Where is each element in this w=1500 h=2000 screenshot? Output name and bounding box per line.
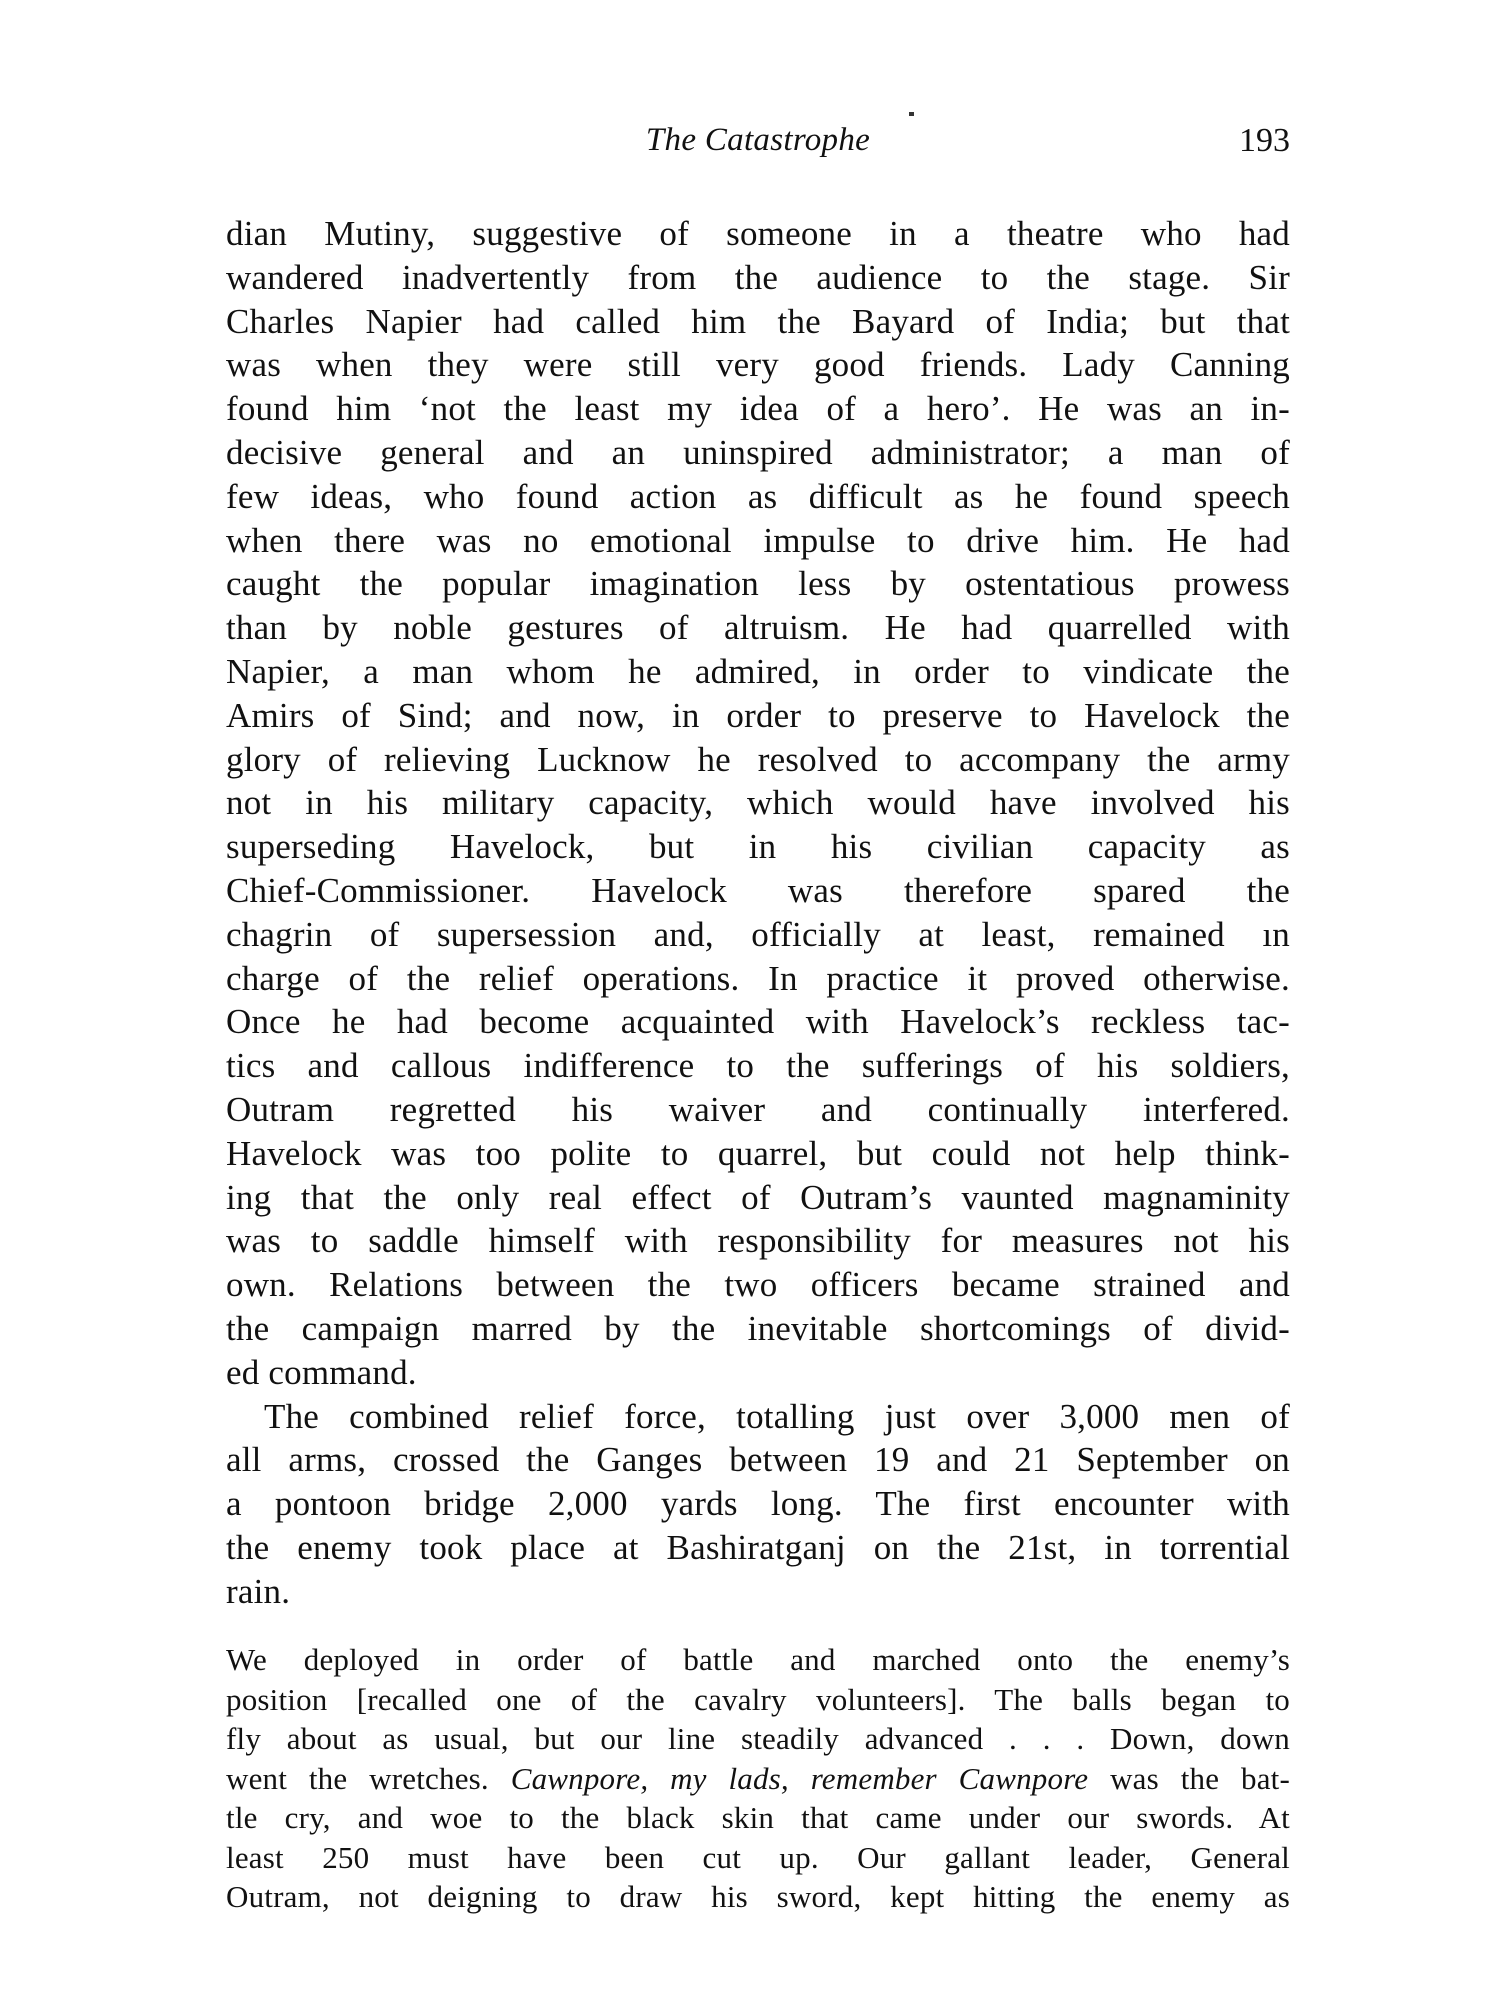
quote-italic-cry: Cawnpore, my lads, remember Cawnpore xyxy=(510,1760,1089,1796)
text-line: found him ‘not the least my idea of a hero’. He was an in- xyxy=(226,389,1290,429)
quote-line: We deployed in order of battle and marched onto the enemy’s xyxy=(226,1642,1290,1677)
chapter-title: The Catastrophe xyxy=(645,122,871,158)
text-line: Once he had become acquainted with Havelock’s reckless tac- xyxy=(226,1002,1290,1042)
text-line: own. Relations between the two officers became strained and xyxy=(226,1265,1290,1305)
text-line: rain. xyxy=(226,1571,291,1611)
body-text xyxy=(226,212,1290,1614)
quote-text: went the wretches. xyxy=(226,1760,511,1796)
text-line: not in his military capacity, which would have involved his xyxy=(226,783,1290,823)
text-line: than by noble gestures of altruism. He had quarrelled with xyxy=(226,608,1290,648)
quote-line: least 250 must have been cut up. Our gallant leader, General xyxy=(226,1839,1290,1875)
quote-line: tle cry, and woe to the black skin that came under our swords. At xyxy=(226,1800,1290,1835)
text-line: a pontoon bridge 2,000 yards long. The first encounter with xyxy=(226,1484,1290,1524)
text-line: Chief-Commissioner. Havelock was therefore spared the xyxy=(226,870,1290,910)
print-mark xyxy=(909,112,914,116)
text-line: was when they were still very good friends. Lady Canning xyxy=(226,345,1290,385)
page-number: 193 xyxy=(1239,122,1290,159)
text-line: wandered inadvertently from the audience to the stage. Sir xyxy=(226,257,1290,297)
running-head xyxy=(226,122,1290,172)
text-line: caught the popular imagination less by ostentatious prowess xyxy=(226,564,1290,604)
text-line: was to saddle himself with responsibility for measures not his xyxy=(226,1221,1290,1261)
block-quote xyxy=(226,1640,1290,1917)
text-line: tics and callous indifference to the sufferings of his soldiers, xyxy=(226,1046,1290,1086)
quote-line: Outram, not deigning to draw his sword, kept hitting the enemy as xyxy=(226,1879,1290,1914)
quote-line: fly about as usual, but our line steadily advanced . . . Down, down xyxy=(226,1721,1290,1756)
text-line: few ideas, who found action as difficult as he found speech xyxy=(226,476,1290,516)
text-line: Havelock was too polite to quarrel, but could not help think- xyxy=(226,1133,1290,1173)
quote-line xyxy=(226,1759,1290,1799)
text-line: when there was no emotional impulse to drive him. He had xyxy=(226,520,1290,560)
text-line: superseding Havelock, but in his civilian capacity as xyxy=(226,827,1290,867)
text-line: all arms, crossed the Ganges between 19 and 21 September on xyxy=(226,1440,1290,1480)
quote-text: was the bat- xyxy=(1088,1760,1290,1796)
text-line: the enemy took place at Bashiratganj on the 21st, in torrential xyxy=(226,1527,1290,1567)
text-line: dian Mutiny, suggestive of someone in a theatre who had xyxy=(226,214,1290,253)
text-line: Amirs of Sind; and now, in order to preserve to Havelock the xyxy=(226,695,1290,735)
text-line: chagrin of supersession and, officially at least, remained ın xyxy=(226,914,1290,954)
text-line: Outram regretted his waiver and continually interfered. xyxy=(226,1089,1290,1129)
quote-line: position [recalled one of the cavalry volunteers]. The balls began to xyxy=(226,1681,1290,1717)
text-line: charge of the relief operations. In practice it proved otherwise. xyxy=(226,958,1290,998)
text-line: The combined relief force, totalling just over 3,000 men of xyxy=(264,1396,1290,1436)
text-line: Charles Napier had called him the Bayard of India; but that xyxy=(226,301,1290,341)
text-line: ed command. xyxy=(226,1352,417,1392)
text-line: ing that the only real effect of Outram’s vaunted magnaminity xyxy=(226,1177,1290,1217)
text-line: decisive general and an uninspired administrator; a man of xyxy=(226,432,1290,472)
text-line: the campaign marred by the inevitable shortcomings of divid- xyxy=(226,1308,1290,1348)
text-line: Napier, a man whom he admired, in order to vindicate the xyxy=(226,651,1290,691)
text-line: glory of relieving Lucknow he resolved to accompany the army xyxy=(226,739,1290,779)
